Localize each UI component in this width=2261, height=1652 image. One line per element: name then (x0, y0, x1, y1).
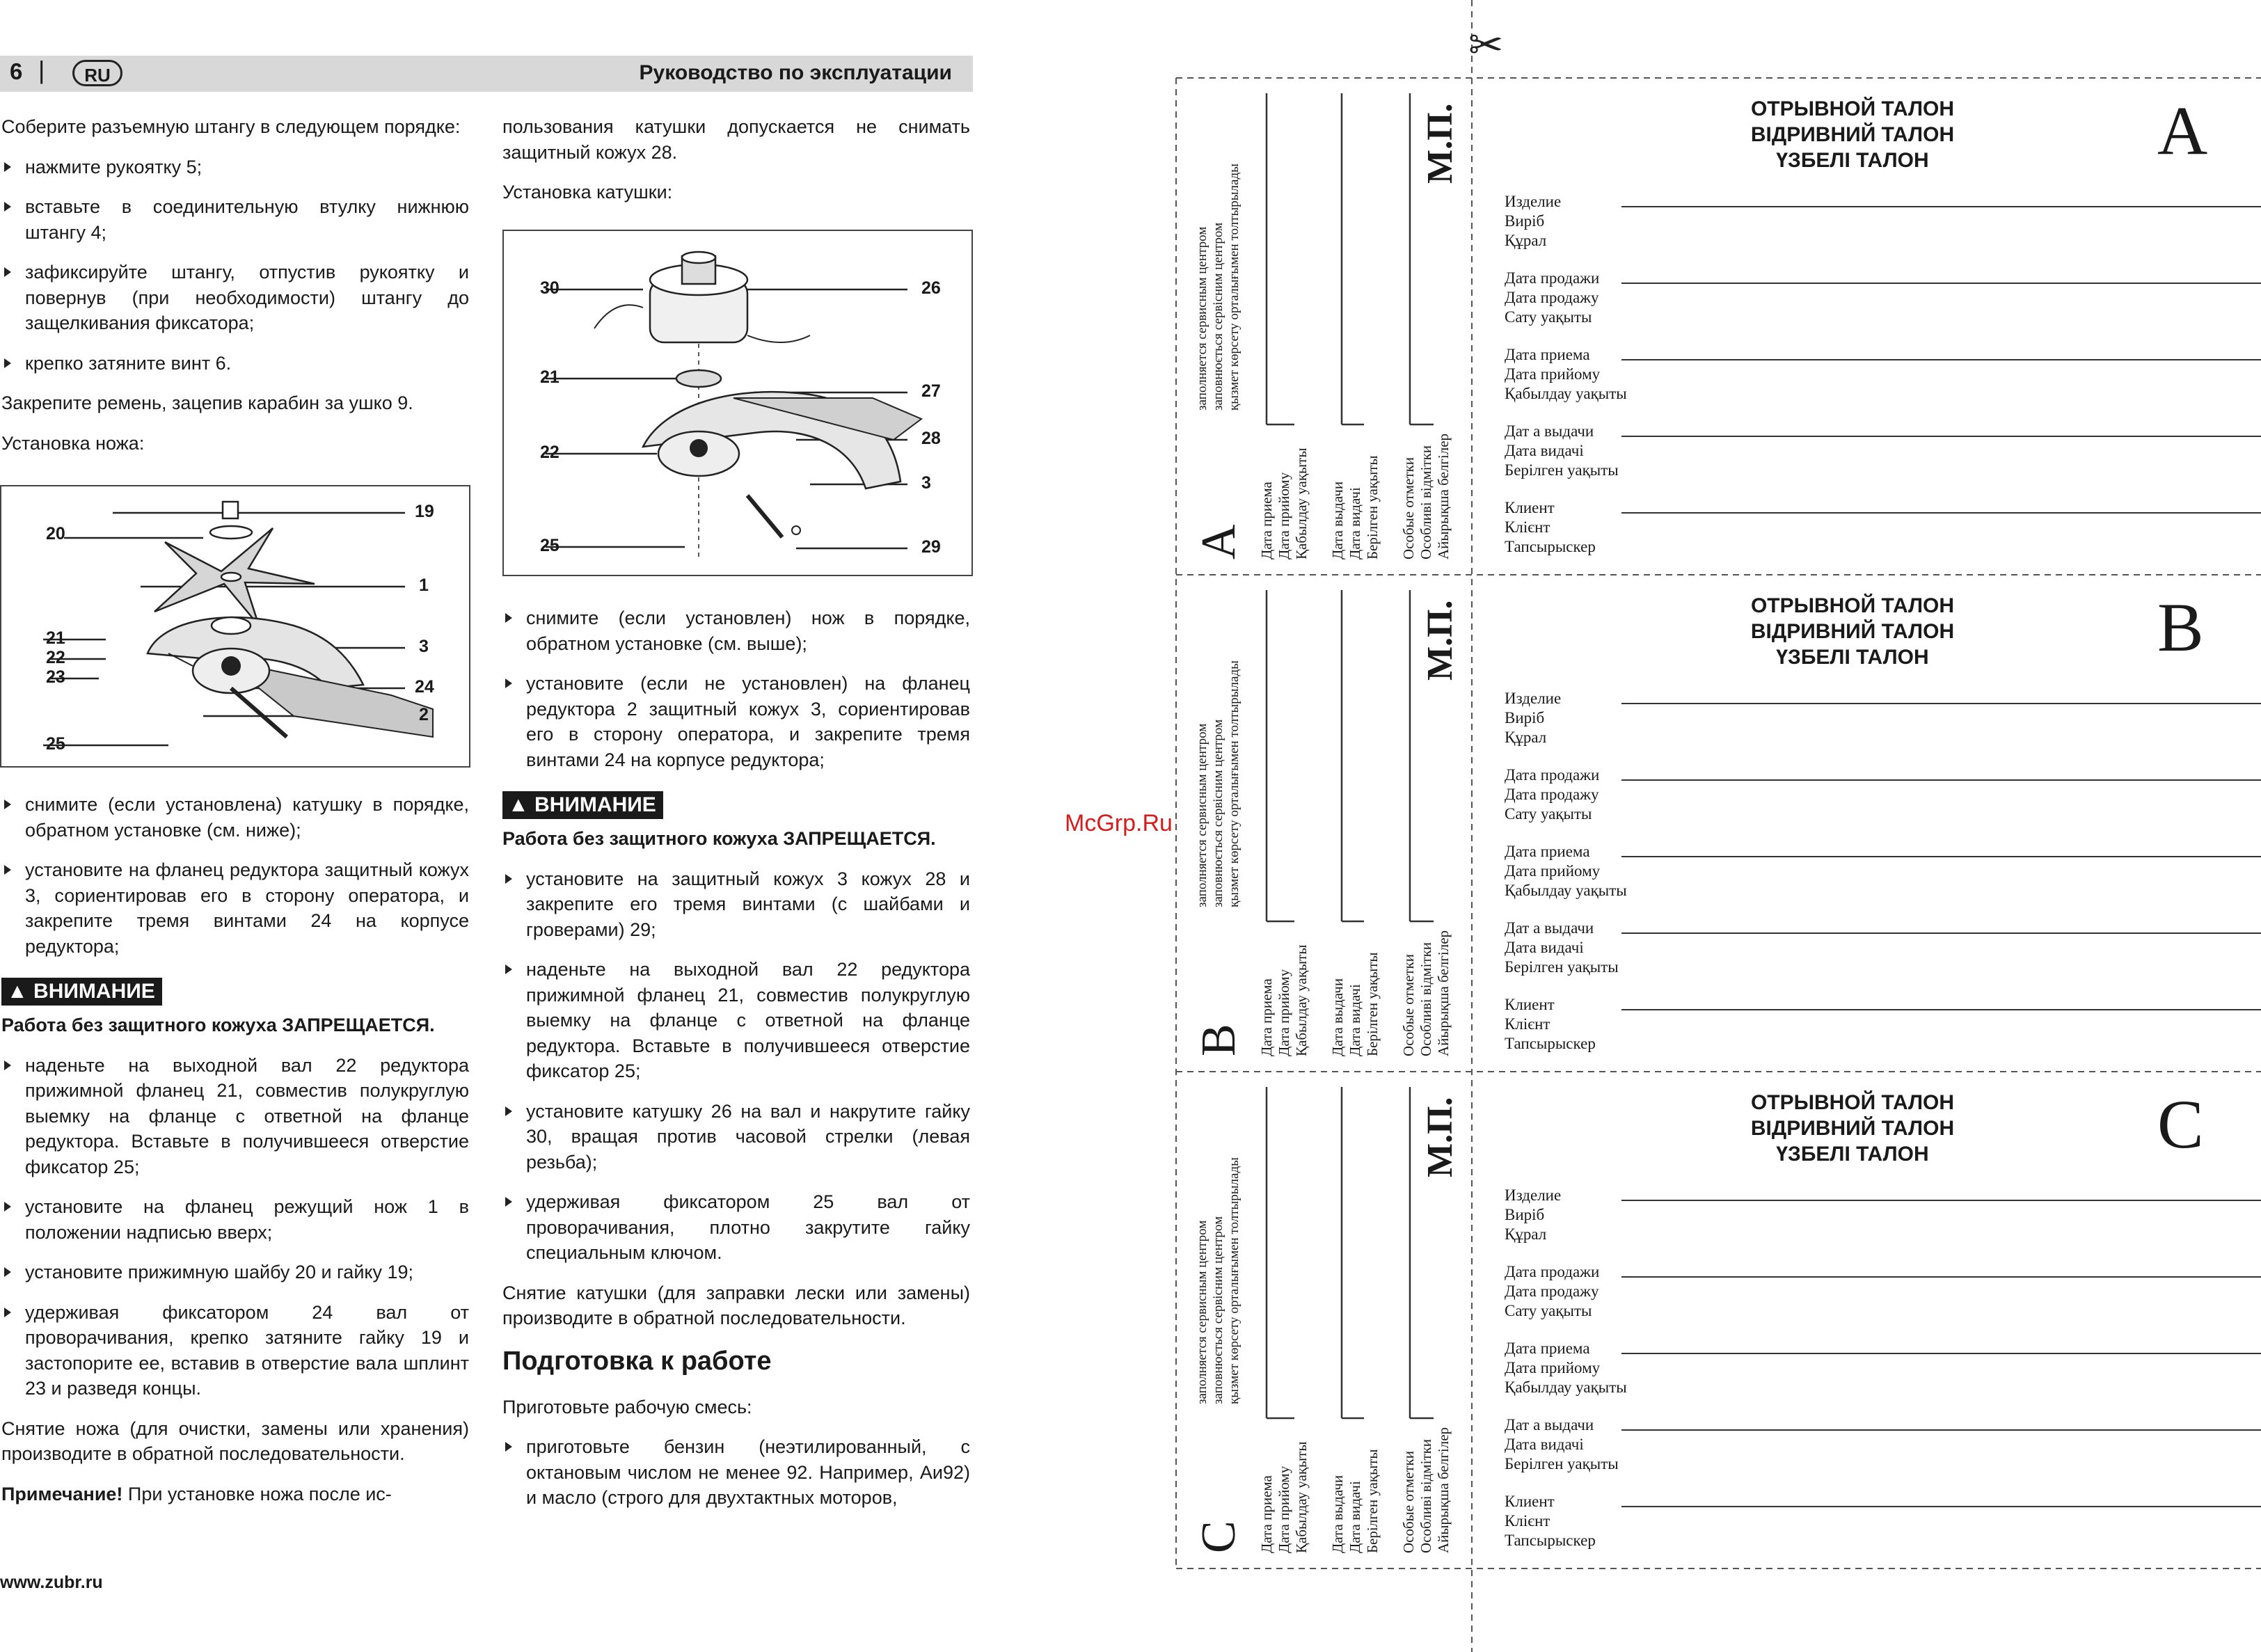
stub-header-line: заповнюється сервісним центром (1211, 222, 1225, 411)
knife-assembly-figure (0, 485, 470, 768)
stub-label: Дата выдачи (1329, 481, 1346, 559)
field-label: Изделие (1505, 193, 1562, 210)
stub-label: Дата прийому (1276, 969, 1292, 1056)
stub-a-letter: A (1192, 524, 1246, 559)
title-ua: ВІДРИВНИЙ ТАЛОН (1750, 123, 1955, 146)
title-ru: ОТРЫВНОЙ ТАЛОН (1750, 594, 1955, 617)
stub-header-line: заполняется сервисным центром (1195, 1220, 1209, 1404)
figure-callout: 21 (46, 628, 65, 648)
field-underline (1621, 283, 2261, 284)
stub-b-col3 (1400, 930, 1452, 1056)
field-product (1505, 1186, 1561, 1244)
stub-b-header (1194, 660, 1242, 907)
stub-label: Берілген уақыты (1364, 952, 1381, 1056)
scissors-icon: ✂ (1468, 22, 1504, 68)
stub-b-col1 (1258, 945, 1310, 1056)
figure-callout: 26 (921, 278, 941, 298)
field-underline (1621, 1353, 2261, 1354)
stub-header-line: қызмет көрсету орталығымен толтырылады (1227, 1157, 1241, 1404)
stub-a-col3 (1400, 434, 1452, 559)
title-kz: ҮЗБЕЛІ ТАЛОН (1776, 149, 1929, 172)
field-label: Тапсырыскер (1505, 538, 1596, 555)
warning-label: ВНИМАНИЕ (534, 793, 656, 816)
stub-label: Қабылдау уақыты (1293, 447, 1310, 559)
language-badge: RU (72, 60, 122, 86)
field-label: Дата продажи (1505, 766, 1600, 784)
stub-label: Особливі відмітки (1418, 445, 1434, 559)
warning-icon: ▲ (508, 793, 535, 816)
figure-callout: 27 (921, 381, 941, 401)
stub-label: Особливі відмітки (1418, 942, 1434, 1056)
field-label: Дата продажи (1505, 1263, 1600, 1280)
stub-header-line: заповнюється сервісним центром (1211, 719, 1225, 907)
note-text: При установке ножа после ис- (122, 1483, 392, 1504)
list-item: установите прижимную шайбу 20 и гайку 19; (1, 1260, 469, 1285)
field-underline (1621, 1429, 2261, 1431)
stub-c-col2 (1329, 1450, 1381, 1553)
right-column (502, 114, 970, 220)
field-label: Берілген уақыты (1505, 1455, 1619, 1472)
list-item: снимите (если установлен) нож в порядке, обратном установке (см. выше); (502, 605, 970, 656)
field-label: Дата продажу (1505, 289, 1599, 306)
field-issue-date (1505, 919, 1619, 977)
stub-label: Дата выдачи (1329, 1475, 1346, 1553)
stub-label: Дата видачі (1347, 1481, 1363, 1553)
field-underline (1621, 1009, 2261, 1010)
figure-callout: 19 (415, 502, 434, 521)
field-underline (1621, 436, 2261, 437)
field-underline (1621, 932, 2261, 934)
field-client (1505, 1492, 1596, 1550)
field-label: Клиент (1505, 996, 1555, 1013)
field-receive-date (1505, 345, 1627, 404)
stub-a-stamp: М.П. (1420, 103, 1460, 184)
spool-assembly-drawing (504, 231, 974, 578)
stub-c-stamp: М.П. (1420, 1097, 1460, 1177)
figure-callout: 3 (419, 637, 429, 656)
field-product (1505, 192, 1561, 251)
stub-label: Дата приема (1258, 1475, 1275, 1553)
field-label: Сату уақыты (1505, 1302, 1592, 1319)
left-column (1, 114, 469, 470)
field-label: Құрал (1505, 729, 1547, 746)
field-underline (1621, 1506, 2261, 1507)
warning-label: ВНИМАНИЕ (33, 980, 155, 1003)
stub-label: Берілген уақыты (1364, 1449, 1381, 1553)
field-label: Дат а выдачи (1505, 1416, 1594, 1433)
field-label: Клієнт (1505, 518, 1550, 536)
field-label: Изделие (1505, 1186, 1562, 1204)
spool-heading: Установка катушки: (502, 182, 673, 202)
stub-label: Дата видачі (1347, 984, 1363, 1056)
note-paragraph (1, 1482, 469, 1507)
figure-callout: 23 (46, 667, 65, 687)
field-issue-date (1505, 1415, 1619, 1474)
field-label: Тапсырыскер (1505, 1532, 1596, 1549)
field-label: Дата прийому (1505, 862, 1601, 880)
list-item: установите на защитный кожух 3 кожух 28 и закрепите его тремя винтами (с шайбами и гроверами) 29; (502, 866, 970, 943)
figure-callout: 24 (415, 677, 434, 697)
stub-header-line: заполняется сервисным центром (1195, 226, 1209, 411)
header-separator: | (38, 56, 45, 84)
belt-instruction: Закрепите ремень, зацепив карабин за ушко 9. (1, 392, 413, 413)
figure-callout: 2 (419, 705, 429, 724)
list-item: удерживая фиксатором 25 вал от проворачивания, плотно закрутите гайку специальным ключом. (502, 1189, 970, 1266)
field-label: Дата продажи (1505, 269, 1600, 287)
mix-intro: Приготовьте рабочую смесь: (502, 1396, 752, 1417)
stub-label: Дата видачі (1347, 487, 1363, 559)
removal-note: Снятие катушки (для заправки лески или замены) производите в обратной последовательности. (502, 1282, 970, 1328)
stub-label: Қабылдау уақыты (1293, 1441, 1310, 1553)
field-label: Дата прийому (1505, 365, 1601, 383)
figure-callout: 30 (540, 278, 560, 298)
stub-c-header (1194, 1157, 1242, 1404)
stub-label: Особые отметки (1400, 1451, 1417, 1553)
coupon-a-letter: A (2157, 92, 2208, 169)
stub-b-col2 (1329, 953, 1381, 1056)
stub-a-header (1194, 164, 1242, 411)
list-item: приготовьте бензин (неэтилированный, с октановым числом не менее 92. Например, Аи92) и масло (строго для двухтактных моторов, (502, 1434, 970, 1511)
spool-assembly-figure (502, 230, 973, 576)
list-item: установите на фланец редуктора защитный кожух 3, сориентировав его в сторону оператора, и закрепите тремя винтами 24 на корпусе редуктора; (1, 857, 469, 959)
left-column-lower (1, 792, 469, 1521)
field-client (1505, 995, 1596, 1054)
stub-label: Айырықша белгілер (1435, 433, 1452, 559)
list-item: установите на фланец режущий нож 1 в положении надписью вверх; (1, 1194, 469, 1245)
warning-text: Работа без защитного кожуха ЗАПРЕЩАЕТСЯ. (502, 828, 936, 849)
stub-c-col3 (1400, 1427, 1452, 1553)
field-label: Дат а выдачи (1505, 422, 1594, 440)
stub-label: Айырықша белгілер (1435, 1427, 1452, 1553)
stub-a-col2 (1329, 456, 1381, 559)
figure-callout: 20 (46, 524, 65, 543)
stub-c-letter: C (1192, 1520, 1246, 1553)
knife-heading: Установка ножа: (1, 432, 145, 454)
warning-badge (502, 791, 663, 819)
field-underline (1621, 512, 2261, 514)
figure-callout: 22 (46, 648, 65, 667)
stub-label: Дата выдачи (1329, 978, 1346, 1056)
warning-badge (1, 978, 162, 1006)
section-title: Подготовка к работе (502, 1346, 772, 1376)
field-underline (1621, 1276, 2261, 1278)
warning-text: Работа без защитного кожуха ЗАПРЕЩАЕТСЯ. (1, 1015, 435, 1035)
field-label: Клиент (1505, 1493, 1555, 1510)
continued-text: пользования катушки допускается не снимать защитный кожух 28. (502, 116, 970, 163)
field-label: Виріб (1505, 709, 1545, 726)
field-label: Дата приема (1505, 1340, 1590, 1357)
field-product (1505, 689, 1561, 747)
note-label: Примечание! (1, 1483, 123, 1504)
field-label: Қабылдау уақыты (1505, 385, 1627, 402)
field-label: Виріб (1505, 1206, 1545, 1223)
field-receive-date (1505, 842, 1627, 900)
field-label: Дата видачі (1505, 442, 1584, 459)
list-item: крепко затяните винт 6. (1, 351, 469, 376)
field-underline (1621, 359, 2261, 360)
field-label: Дата видачі (1505, 939, 1584, 956)
title-ua: ВІДРИВНИЙ ТАЛОН (1750, 1117, 1955, 1140)
list-item: зафиксируйте штангу, отпустив рукоятку и повернув (при необходимости) штангу до защелкивания фиксатора; (1, 260, 469, 336)
stub-header-line: қызмет көрсету орталығымен толтырылады (1227, 660, 1241, 907)
stub-label: Дата прийому (1276, 1466, 1292, 1553)
stub-c-col1 (1258, 1442, 1310, 1553)
stub-label: Берілген уақыты (1364, 455, 1381, 559)
list-item: установите катушку 26 на вал и накрутите гайку 30, вращая против часовой стрелки (левая резьба); (502, 1099, 970, 1175)
field-label: Дат а выдачи (1505, 919, 1594, 937)
field-label: Клієнт (1505, 1512, 1550, 1530)
title-kz: ҮЗБЕЛІ ТАЛОН (1776, 646, 1929, 669)
field-label: Дата прийому (1505, 1359, 1601, 1376)
field-label: Қабылдау уақыты (1505, 1379, 1627, 1396)
title-ua: ВІДРИВНИЙ ТАЛОН (1750, 620, 1955, 643)
list-item: наденьте на выходной вал 22 редуктора прижимной фланец 21, совместив полукруглую выемку на фланце с ответной на фланце редуктора. Вставьте в получившееся отверстие фиксатор 25; (1, 1053, 469, 1180)
figure-callout: 25 (46, 734, 65, 754)
stub-label: Дата приема (1258, 482, 1275, 559)
page-number: 6 (10, 58, 23, 84)
field-client (1505, 498, 1596, 557)
assembly-intro: Соберите разъемную штангу в следующем порядке: (1, 116, 461, 137)
stub-label: Дата прийому (1276, 472, 1292, 559)
field-label: Дата продажу (1505, 1282, 1599, 1300)
removal-note: Снятие ножа (для очистки, замены или хранения) производите в обратной последовательности. (1, 1417, 469, 1464)
coupon-c-letter: C (2157, 1086, 2204, 1163)
field-underline (1621, 1200, 2261, 1201)
title-kz: ҮЗБЕЛІ ТАЛОН (1776, 1143, 1929, 1166)
stub-b-stamp: М.П. (1420, 600, 1460, 681)
figure-callout: 1 (419, 575, 429, 595)
header-title: Руководство по эксплуатации (639, 61, 952, 84)
field-underline (1621, 206, 2261, 207)
stub-label: Особливі відмітки (1418, 1438, 1434, 1553)
field-receive-date (1505, 1339, 1627, 1397)
coupon-b-title (1637, 593, 2068, 670)
field-label: Сату уақыты (1505, 805, 1592, 823)
field-underline (1621, 856, 2261, 857)
coupon-a-title (1637, 96, 2068, 173)
field-sale-date (1505, 269, 1599, 327)
field-label: Құрал (1505, 232, 1547, 249)
figure-callout: 29 (921, 537, 941, 557)
field-underline (1621, 779, 2261, 781)
stub-a-col1 (1258, 448, 1310, 559)
field-sale-date (1505, 1262, 1599, 1321)
field-issue-date (1505, 422, 1619, 480)
right-column-lower (502, 605, 970, 1525)
field-label: Берілген уақыты (1505, 958, 1619, 976)
list-item: удерживая фиксатором 24 вал от проворачивания, крепко затяните гайку 19 и застопорите ее, вставив в отверстие вала шплинт 23 и разведя концы. (1, 1300, 469, 1401)
list-item: снимите (если установлена) катушку в порядке, обратном установке (см. ниже); (1, 792, 469, 843)
field-label: Дата приема (1505, 346, 1590, 363)
title-ru: ОТРЫВНОЙ ТАЛОН (1750, 97, 1955, 120)
stub-label: Қабылдау уақыты (1293, 944, 1310, 1056)
figure-callout: 22 (540, 443, 560, 462)
list-item: вставьте в соединительную втулку нижнюю штангу 4; (1, 194, 469, 245)
figure-callout: 3 (921, 473, 931, 493)
field-label: Қабылдау уақыты (1505, 882, 1627, 899)
stub-label: Особые отметки (1400, 457, 1417, 559)
field-label: Құрал (1505, 1225, 1547, 1243)
stub-label: Айырықша белгілер (1435, 930, 1452, 1056)
stub-header-line: заполняется сервисным центром (1195, 723, 1209, 907)
field-sale-date (1505, 765, 1599, 824)
field-underline (1621, 703, 2261, 704)
figure-callout: 21 (540, 367, 560, 387)
coupon-b-letter: B (2157, 589, 2204, 666)
field-label: Тапсырыскер (1505, 1035, 1596, 1052)
field-label: Клиент (1505, 499, 1555, 516)
coupon-c-title (1637, 1090, 2068, 1167)
list-item: нажмите рукоятку 5; (1, 154, 469, 180)
stub-label: Особые отметки (1400, 954, 1417, 1056)
field-label: Сату уақыты (1505, 308, 1592, 326)
stub-b-letter: B (1192, 1024, 1246, 1056)
warning-icon: ▲ (7, 980, 34, 1003)
field-label: Клієнт (1505, 1015, 1550, 1033)
coupon-cut-lines (1155, 0, 2261, 1652)
field-label: Изделие (1505, 690, 1562, 707)
field-label: Дата видачі (1505, 1436, 1584, 1453)
footer-url[interactable]: www.zubr.ru (0, 1573, 103, 1592)
title-ru: ОТРЫВНОЙ ТАЛОН (1750, 1091, 1955, 1114)
stub-header-line: заповнюється сервісним центром (1211, 1216, 1225, 1404)
field-label: Виріб (1505, 212, 1545, 230)
field-label: Дата приема (1505, 843, 1590, 860)
field-label: Дата продажу (1505, 786, 1599, 803)
list-item: установите (если не установлен) на фланец редуктора 2 защитный кожух 3, сориентировав его в сторону оператора, и закрепите тремя винтами 24 на корпусе редуктора; (502, 671, 970, 772)
figure-callout: 28 (921, 429, 941, 448)
list-item: наденьте на выходной вал 22 редуктора прижимной фланец 21, совместив полукруглую выемку на фланце с ответной на фланце редуктора. Вставьте в получившееся отверстие фиксатор 25; (502, 957, 970, 1084)
watermark: McGrp.Ru (1065, 810, 1173, 836)
knife-assembly-drawing (1, 486, 472, 769)
field-label: Берілген уақыты (1505, 461, 1619, 479)
figure-callout: 25 (540, 536, 560, 555)
stub-label: Дата приема (1258, 978, 1275, 1056)
stub-header-line: қызмет көрсету орталығымен толтырылады (1227, 164, 1241, 411)
